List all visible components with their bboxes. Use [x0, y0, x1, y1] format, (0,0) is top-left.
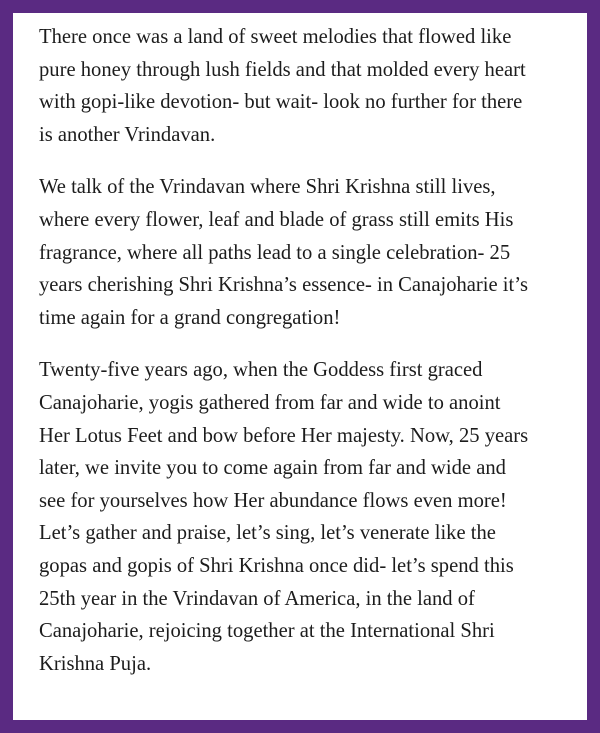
text-line: is another Vrindavan.	[39, 123, 216, 146]
text-line: fragrance, where all paths lead to a single celebration- 25	[39, 241, 511, 264]
text-line: later, we invite you to come again from far and wide and	[39, 457, 506, 480]
paragraph-1	[39, 21, 595, 151]
text-line: Canajoharie, rejoicing together at the International Shri	[39, 620, 495, 643]
text-line: gopas and gopis of Shri Krishna once did- let’s spend this	[39, 554, 514, 577]
text-line: There once was a land of sweet melodies that flowed like	[39, 26, 512, 48]
text-line: with gopi-like devotion- but wait- look no further for there	[39, 91, 523, 114]
text-body	[39, 21, 595, 700]
text-line: Twenty-five years ago, when the Goddess first graced	[39, 359, 483, 382]
text-line: Krishna Puja.	[39, 652, 152, 675]
text-line: Canajoharie, yogis gathered from far and wide to anoint	[39, 391, 501, 414]
paragraph-2	[39, 171, 595, 334]
text-line: pure honey through lush fields and that molded every heart	[39, 58, 526, 81]
text-line: 25th year in the Vrindavan of America, in the land of	[39, 587, 475, 610]
text-line: Let’s gather and praise, let’s sing, let’s venerate like the	[39, 522, 496, 545]
text-line: time again for a grand congregation!	[39, 306, 341, 329]
text-line: years cherishing Shri Krishna’s essence- in Canajoharie it’s	[39, 274, 528, 297]
text-line: Her Lotus Feet and bow before Her majesty. Now, 25 years	[39, 424, 529, 447]
text-line: We talk of the Vrindavan where Shri Krishna still lives,	[39, 176, 496, 199]
text-line: see for yourselves how Her abundance flows even more!	[39, 489, 507, 512]
paragraph-3	[39, 354, 595, 680]
text-line: where every flower, leaf and blade of grass still emits His	[39, 208, 514, 231]
